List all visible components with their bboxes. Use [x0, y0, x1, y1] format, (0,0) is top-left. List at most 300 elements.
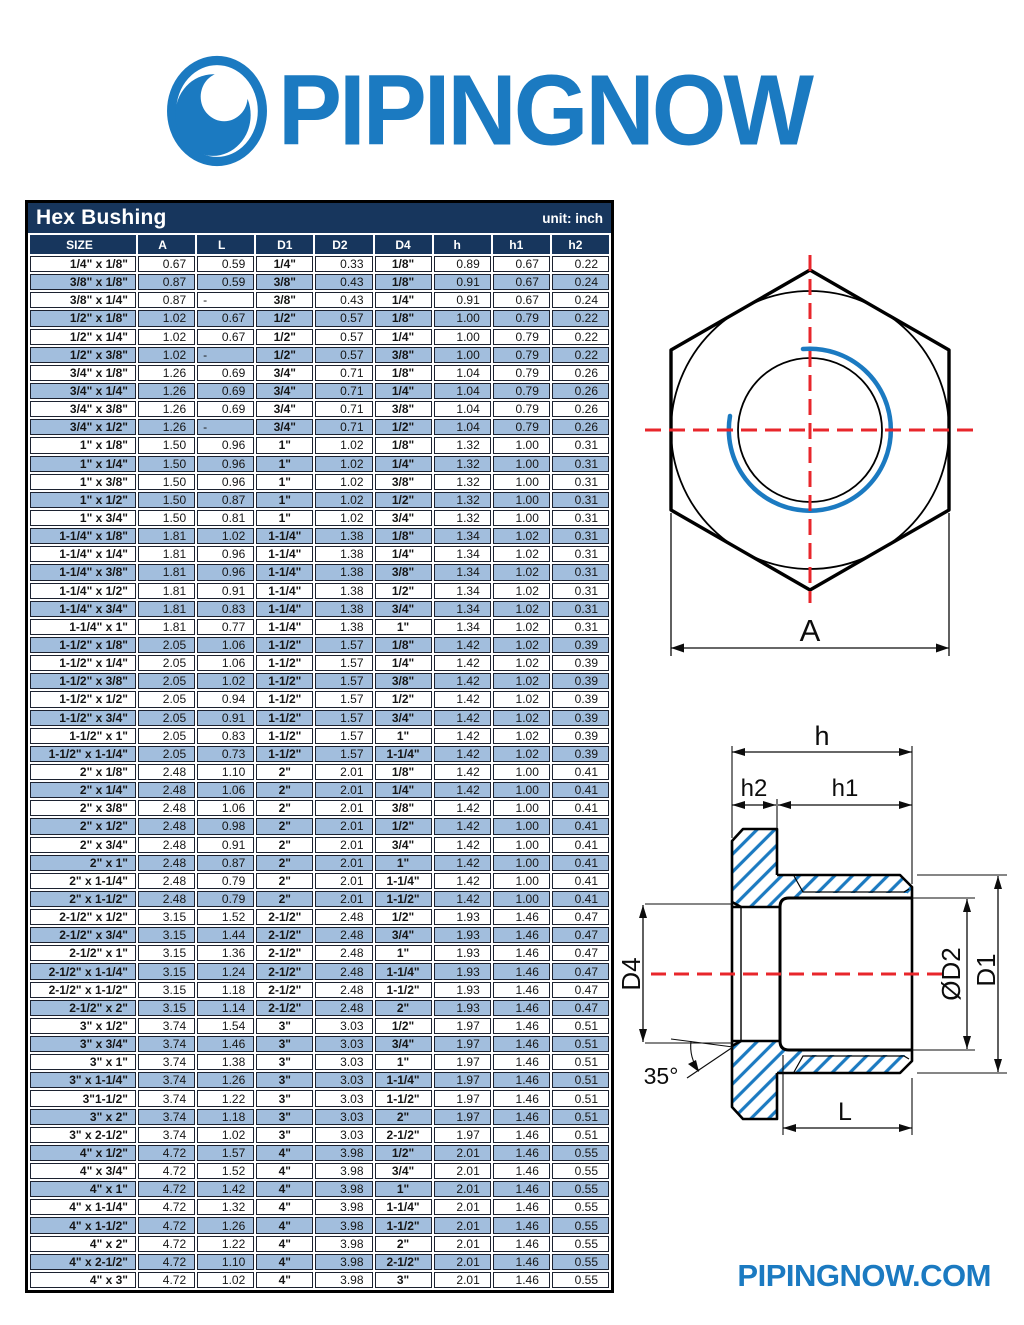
value-cell: 0.96 — [197, 437, 254, 453]
value-cell: 1.46 — [493, 927, 550, 943]
value-cell: 1.42 — [434, 764, 491, 780]
value-cell: 1.97 — [434, 1109, 491, 1125]
value-cell: 1" — [375, 1054, 432, 1070]
value-cell: 3.74 — [138, 1072, 195, 1088]
value-cell: 1.00 — [493, 456, 550, 472]
value-cell: 1.26 — [138, 401, 195, 417]
value-cell: 2.01 — [434, 1163, 491, 1179]
value-cell: 1.02 — [493, 637, 550, 653]
value-cell: 1/2" — [375, 1018, 432, 1034]
value-cell: 0.31 — [552, 437, 609, 453]
dim-a-label: A — [799, 613, 821, 648]
value-cell: 1.22 — [197, 1090, 254, 1106]
size-cell: 1" x 3/8" — [30, 474, 136, 490]
value-cell: 3/4" — [375, 927, 432, 943]
value-cell: 3.74 — [138, 1090, 195, 1106]
value-cell: 0.31 — [552, 510, 609, 526]
value-cell: 2-1/2" — [375, 1254, 432, 1270]
size-cell: 2" x 1-1/4" — [30, 873, 136, 889]
value-cell: 1.24 — [197, 963, 254, 979]
value-cell: 0.31 — [552, 619, 609, 635]
value-cell: 1.34 — [434, 601, 491, 617]
size-cell: 1/2" x 1/4" — [30, 329, 136, 345]
value-cell: 1/2" — [375, 583, 432, 599]
value-cell: 0.39 — [552, 691, 609, 707]
value-cell: 3/4" — [256, 383, 313, 399]
value-cell: 3.03 — [315, 1109, 372, 1125]
value-cell: 0.41 — [552, 782, 609, 798]
value-cell: 1.38 — [315, 564, 372, 580]
value-cell: 0.81 — [197, 510, 254, 526]
value-cell: 2.48 — [138, 800, 195, 816]
value-cell: 2.01 — [315, 891, 372, 907]
value-cell: 2" — [375, 1236, 432, 1252]
value-cell: 1.46 — [197, 1036, 254, 1052]
value-cell: 0.26 — [552, 365, 609, 381]
value-cell: 0.57 — [315, 310, 372, 326]
value-cell: 1.02 — [315, 510, 372, 526]
value-cell: 1.38 — [197, 1054, 254, 1070]
value-cell: 1.93 — [434, 945, 491, 961]
value-cell: 0.24 — [552, 292, 609, 308]
value-cell: 1.02 — [138, 329, 195, 345]
value-cell: 0.79 — [493, 365, 550, 381]
value-cell: 2.01 — [434, 1199, 491, 1215]
size-cell: 3" x 1-1/4" — [30, 1072, 136, 1088]
value-cell: 3/8" — [256, 292, 313, 308]
value-cell: 1.46 — [493, 945, 550, 961]
value-cell: 1" — [256, 474, 313, 490]
value-cell: 1.00 — [493, 873, 550, 889]
value-cell: 0.55 — [552, 1217, 609, 1233]
size-cell: 1/2" x 3/8" — [30, 347, 136, 363]
value-cell: 3" — [256, 1090, 313, 1106]
size-cell: 2-1/2" x 1" — [30, 945, 136, 961]
value-cell: 3.98 — [315, 1163, 372, 1179]
value-cell: 0.77 — [197, 619, 254, 635]
value-cell: 1.26 — [197, 1072, 254, 1088]
value-cell: 1.93 — [434, 909, 491, 925]
size-cell: 1-1/2" x 3/8" — [30, 673, 136, 689]
size-cell: 1/4" x 1/8" — [30, 256, 136, 272]
value-cell: 0.71 — [315, 383, 372, 399]
value-cell: 0.87 — [197, 492, 254, 508]
value-cell: 4" — [256, 1145, 313, 1161]
value-cell: 3" — [256, 1054, 313, 1070]
value-cell: 1/4" — [256, 256, 313, 272]
value-cell: 0.39 — [552, 655, 609, 671]
size-cell: 4" x 1" — [30, 1181, 136, 1197]
value-cell: 2" — [256, 837, 313, 853]
value-cell: 1.42 — [434, 710, 491, 726]
value-cell: 4" — [256, 1181, 313, 1197]
size-cell: 1-1/2" x 3/4" — [30, 710, 136, 726]
value-cell: 1.46 — [493, 1072, 550, 1088]
value-cell: 2.01 — [315, 818, 372, 834]
value-cell: 3/8" — [375, 401, 432, 417]
value-cell: 0.69 — [197, 383, 254, 399]
value-cell: 0.51 — [552, 1090, 609, 1106]
value-cell: 1.46 — [493, 982, 550, 998]
value-cell: 1.46 — [493, 1254, 550, 1270]
value-cell: 1.10 — [197, 1254, 254, 1270]
value-cell: 1.04 — [434, 365, 491, 381]
value-cell: 0.51 — [552, 1018, 609, 1034]
value-cell: 4.72 — [138, 1199, 195, 1215]
value-cell: 1.57 — [315, 673, 372, 689]
value-cell: 2" — [375, 1109, 432, 1125]
value-cell: 3" — [256, 1109, 313, 1125]
value-cell: 2.01 — [315, 873, 372, 889]
value-cell: 1.46 — [493, 1090, 550, 1106]
value-cell: 1.52 — [197, 909, 254, 925]
value-cell: 1/8" — [375, 274, 432, 290]
value-cell: 3.74 — [138, 1036, 195, 1052]
value-cell: 0.22 — [552, 310, 609, 326]
value-cell: 2" — [256, 855, 313, 871]
value-cell: 1-1/4" — [375, 1199, 432, 1215]
value-cell: 1.00 — [493, 510, 550, 526]
size-cell: 2" x 3/8" — [30, 800, 136, 816]
size-cell: 4" x 3" — [30, 1272, 136, 1288]
value-cell: 3.15 — [138, 963, 195, 979]
value-cell: 0.55 — [552, 1163, 609, 1179]
value-cell: 1/4" — [375, 456, 432, 472]
value-cell: 1.42 — [434, 891, 491, 907]
value-cell: 1.00 — [493, 492, 550, 508]
value-cell: 1.57 — [315, 637, 372, 653]
value-cell: 1" — [375, 945, 432, 961]
value-cell: 1.46 — [493, 1272, 550, 1288]
value-cell: 2.48 — [138, 873, 195, 889]
dim-h-label: h — [814, 721, 830, 751]
value-cell: 1" — [256, 456, 313, 472]
value-cell: 3" — [256, 1072, 313, 1088]
value-cell: 1.42 — [434, 800, 491, 816]
value-cell: 3/4" — [375, 510, 432, 526]
value-cell: 2-1/2" — [256, 909, 313, 925]
value-cell: 4" — [256, 1254, 313, 1270]
value-cell: 1.00 — [493, 764, 550, 780]
extension-lines — [645, 746, 1007, 1135]
value-cell: 1/4" — [375, 782, 432, 798]
value-cell: 2.01 — [434, 1236, 491, 1252]
value-cell: 1.81 — [138, 546, 195, 562]
value-cell: 0.47 — [552, 963, 609, 979]
value-cell: 0.79 — [493, 383, 550, 399]
value-cell: 2.48 — [315, 1000, 372, 1016]
value-cell: 0.41 — [552, 837, 609, 853]
size-cell: 2" x 3/4" — [30, 837, 136, 853]
value-cell: 3.98 — [315, 1254, 372, 1270]
value-cell: 1.42 — [434, 782, 491, 798]
value-cell: 1.18 — [197, 1109, 254, 1125]
value-cell: 1-1/2" — [256, 637, 313, 653]
value-cell: 2.05 — [138, 710, 195, 726]
value-cell: 0.47 — [552, 1000, 609, 1016]
value-cell: 1.02 — [493, 710, 550, 726]
value-cell: 0.51 — [552, 1127, 609, 1143]
value-cell: 1-1/4" — [375, 1072, 432, 1088]
size-cell: 1-1/4" x 3/4" — [30, 601, 136, 617]
value-cell: 2.05 — [138, 655, 195, 671]
value-cell: 1.81 — [138, 583, 195, 599]
value-cell: 1/8" — [375, 637, 432, 653]
value-cell: 0.71 — [315, 365, 372, 381]
value-cell: 3.98 — [315, 1199, 372, 1215]
value-cell: 1.46 — [493, 1018, 550, 1034]
value-cell: 0.22 — [552, 329, 609, 345]
value-cell: 1/4" — [375, 292, 432, 308]
column-header: SIZE — [30, 235, 136, 254]
value-cell: 1.57 — [197, 1145, 254, 1161]
value-cell: 4" — [256, 1217, 313, 1233]
unit-label: unit: inch — [542, 210, 603, 226]
value-cell: 2.48 — [138, 837, 195, 853]
value-cell: 1.26 — [197, 1217, 254, 1233]
size-cell: 2" x 1/8" — [30, 764, 136, 780]
value-cell: 1.81 — [138, 619, 195, 635]
value-cell: 2.48 — [138, 818, 195, 834]
value-cell: 0.91 — [434, 292, 491, 308]
value-cell: 0.41 — [552, 764, 609, 780]
value-cell: 0.71 — [315, 401, 372, 417]
value-cell: 2.01 — [434, 1217, 491, 1233]
hex-front-view-diagram — [630, 245, 1024, 675]
value-cell: 1.32 — [434, 456, 491, 472]
value-cell: 1.50 — [138, 474, 195, 490]
value-cell: 1-1/4" — [256, 564, 313, 580]
value-cell: 1/8" — [375, 256, 432, 272]
value-cell: 1-1/2" — [256, 710, 313, 726]
value-cell: 1.00 — [434, 310, 491, 326]
value-cell: 0.59 — [197, 274, 254, 290]
value-cell: 0.57 — [315, 347, 372, 363]
value-cell: 1.10 — [197, 764, 254, 780]
value-cell: 0.31 — [552, 564, 609, 580]
value-cell: 1/2" — [375, 909, 432, 925]
value-cell: 1/2" — [375, 419, 432, 435]
value-cell: 1.02 — [493, 583, 550, 599]
value-cell: 1/8" — [375, 310, 432, 326]
value-cell: 1.57 — [315, 746, 372, 762]
value-cell: 0.31 — [552, 546, 609, 562]
size-cell: 1" x 1/2" — [30, 492, 136, 508]
value-cell: 0.24 — [552, 274, 609, 290]
value-cell: 1" — [375, 619, 432, 635]
value-cell: 0.41 — [552, 800, 609, 816]
value-cell: 0.89 — [434, 256, 491, 272]
value-cell: 1.02 — [493, 728, 550, 744]
value-cell: 4.72 — [138, 1181, 195, 1197]
value-cell: 3/8" — [375, 347, 432, 363]
value-cell: 1.26 — [138, 365, 195, 381]
column-header: D4 — [375, 235, 432, 254]
value-cell: 0.67 — [197, 310, 254, 326]
value-cell: 0.26 — [552, 401, 609, 417]
value-cell: 1.34 — [434, 528, 491, 544]
value-cell: 1.46 — [493, 1127, 550, 1143]
value-cell: 1/2" — [256, 347, 313, 363]
size-cell: 3/4" x 3/8" — [30, 401, 136, 417]
value-cell: 0.39 — [552, 637, 609, 653]
value-cell: 0.91 — [197, 710, 254, 726]
value-cell: 0.91 — [197, 837, 254, 853]
value-cell: 3/8" — [375, 673, 432, 689]
value-cell: 0.55 — [552, 1181, 609, 1197]
size-cell: 3/8" x 1/4" — [30, 292, 136, 308]
value-cell: 1.81 — [138, 528, 195, 544]
value-cell: 2.01 — [315, 837, 372, 853]
value-cell: 3.98 — [315, 1217, 372, 1233]
value-cell: 0.96 — [197, 546, 254, 562]
value-cell: 1.00 — [434, 347, 491, 363]
value-cell: 2.01 — [434, 1272, 491, 1288]
value-cell: 1/2" — [375, 818, 432, 834]
size-cell: 2" x 1/2" — [30, 818, 136, 834]
value-cell: 1.00 — [493, 837, 550, 853]
value-cell: 1.32 — [434, 474, 491, 490]
value-cell: 1.02 — [493, 655, 550, 671]
value-cell: 1.02 — [197, 1272, 254, 1288]
value-cell: 3" — [256, 1018, 313, 1034]
size-cell: 1-1/4" x 1/8" — [30, 528, 136, 544]
value-cell: 3/4" — [375, 1036, 432, 1052]
value-cell: 1.06 — [197, 655, 254, 671]
value-cell: 1-1/4" — [256, 601, 313, 617]
value-cell: 1.93 — [434, 982, 491, 998]
value-cell: 0.55 — [552, 1145, 609, 1161]
value-cell: 1.06 — [197, 637, 254, 653]
dim-d4-label: D4 — [616, 957, 646, 991]
value-cell: 1.02 — [493, 691, 550, 707]
value-cell: 1.04 — [434, 401, 491, 417]
value-cell: 3.74 — [138, 1127, 195, 1143]
value-cell: 2.48 — [138, 782, 195, 798]
value-cell: 1.42 — [434, 673, 491, 689]
value-cell: 3/4" — [375, 1163, 432, 1179]
value-cell: 0.91 — [434, 274, 491, 290]
value-cell: 3.03 — [315, 1036, 372, 1052]
value-cell: 0.51 — [552, 1036, 609, 1052]
value-cell: 1-1/2" — [256, 746, 313, 762]
value-cell: 1.81 — [138, 601, 195, 617]
value-cell: 0.31 — [552, 456, 609, 472]
website-url: PIPINGNOW.COM — [737, 1258, 991, 1293]
value-cell: 1.57 — [315, 710, 372, 726]
value-cell: 0.98 — [197, 818, 254, 834]
value-cell: 0.96 — [197, 456, 254, 472]
value-cell: 1.57 — [315, 691, 372, 707]
value-cell: 1.46 — [493, 1036, 550, 1052]
value-cell: 0.41 — [552, 855, 609, 871]
size-cell: 3" x 1" — [30, 1054, 136, 1070]
value-cell: 3/8" — [256, 274, 313, 290]
value-cell: 1.02 — [197, 528, 254, 544]
value-cell: 1.00 — [434, 329, 491, 345]
value-cell: 0.87 — [138, 274, 195, 290]
value-cell: 1.02 — [315, 474, 372, 490]
size-cell: 2" x 1-1/2" — [30, 891, 136, 907]
value-cell: 0.96 — [197, 474, 254, 490]
value-cell: 1.02 — [493, 528, 550, 544]
value-cell: 1.97 — [434, 1072, 491, 1088]
value-cell: 1.42 — [434, 818, 491, 834]
size-cell: 1-1/2" x 1/4" — [30, 655, 136, 671]
value-cell: 2" — [256, 891, 313, 907]
value-cell: 1.46 — [493, 1054, 550, 1070]
value-cell: 1.04 — [434, 383, 491, 399]
value-cell: 0.67 — [493, 256, 550, 272]
value-cell: 1-1/2" — [375, 1090, 432, 1106]
table-title-bar — [28, 203, 611, 233]
value-cell: 0.69 — [197, 401, 254, 417]
value-cell: 3.74 — [138, 1018, 195, 1034]
value-cell: 0.51 — [552, 1109, 609, 1125]
value-cell: 4" — [256, 1272, 313, 1288]
value-cell: 1.02 — [138, 310, 195, 326]
value-cell: 0.31 — [552, 474, 609, 490]
value-cell: 0.55 — [552, 1236, 609, 1252]
arrow-right — [936, 644, 949, 653]
value-cell: 1" — [256, 492, 313, 508]
size-cell: 2-1/2" x 1/2" — [30, 909, 136, 925]
value-cell: 1.34 — [434, 564, 491, 580]
value-cell: - — [197, 347, 254, 363]
value-cell: 0.26 — [552, 383, 609, 399]
value-cell: 1.32 — [197, 1199, 254, 1215]
value-cell: 1.42 — [434, 837, 491, 853]
arrow-left — [671, 644, 684, 653]
size-cell: 2-1/2" x 1-1/2" — [30, 982, 136, 998]
size-cell: 3/8" x 1/8" — [30, 274, 136, 290]
value-cell: 1-1/4" — [256, 546, 313, 562]
column-header: A — [138, 235, 195, 254]
value-cell: 3.74 — [138, 1109, 195, 1125]
value-cell: 1.57 — [315, 728, 372, 744]
value-cell: 0.91 — [197, 583, 254, 599]
value-cell: 4.72 — [138, 1163, 195, 1179]
value-cell: 1.42 — [434, 873, 491, 889]
value-cell: 0.31 — [552, 601, 609, 617]
value-cell: 1.32 — [434, 492, 491, 508]
value-cell: 1.00 — [493, 800, 550, 816]
value-cell: 1/4" — [375, 546, 432, 562]
value-cell: 1.38 — [315, 546, 372, 562]
value-cell: 1-1/4" — [256, 528, 313, 544]
value-cell: 0.47 — [552, 909, 609, 925]
value-cell: 1.02 — [315, 492, 372, 508]
value-cell: 1-1/2" — [375, 982, 432, 998]
value-cell: 1.46 — [493, 1217, 550, 1233]
value-cell: 1.02 — [493, 619, 550, 635]
value-cell: 1.97 — [434, 1018, 491, 1034]
column-header: h — [434, 235, 491, 254]
value-cell: 2" — [256, 873, 313, 889]
value-cell: 3" — [256, 1127, 313, 1143]
value-cell: 0.51 — [552, 1054, 609, 1070]
value-cell: 3/8" — [375, 564, 432, 580]
value-cell: 2" — [256, 818, 313, 834]
size-cell: 1-1/2" x 1-1/4" — [30, 746, 136, 762]
value-cell: 0.41 — [552, 891, 609, 907]
logo-text: PIPINGNOW — [278, 54, 812, 167]
pipe-logo-icon — [166, 54, 268, 168]
value-cell: 1/8" — [375, 437, 432, 453]
value-cell: 4.72 — [138, 1145, 195, 1161]
value-cell: 1.42 — [197, 1181, 254, 1197]
value-cell: 0.39 — [552, 710, 609, 726]
